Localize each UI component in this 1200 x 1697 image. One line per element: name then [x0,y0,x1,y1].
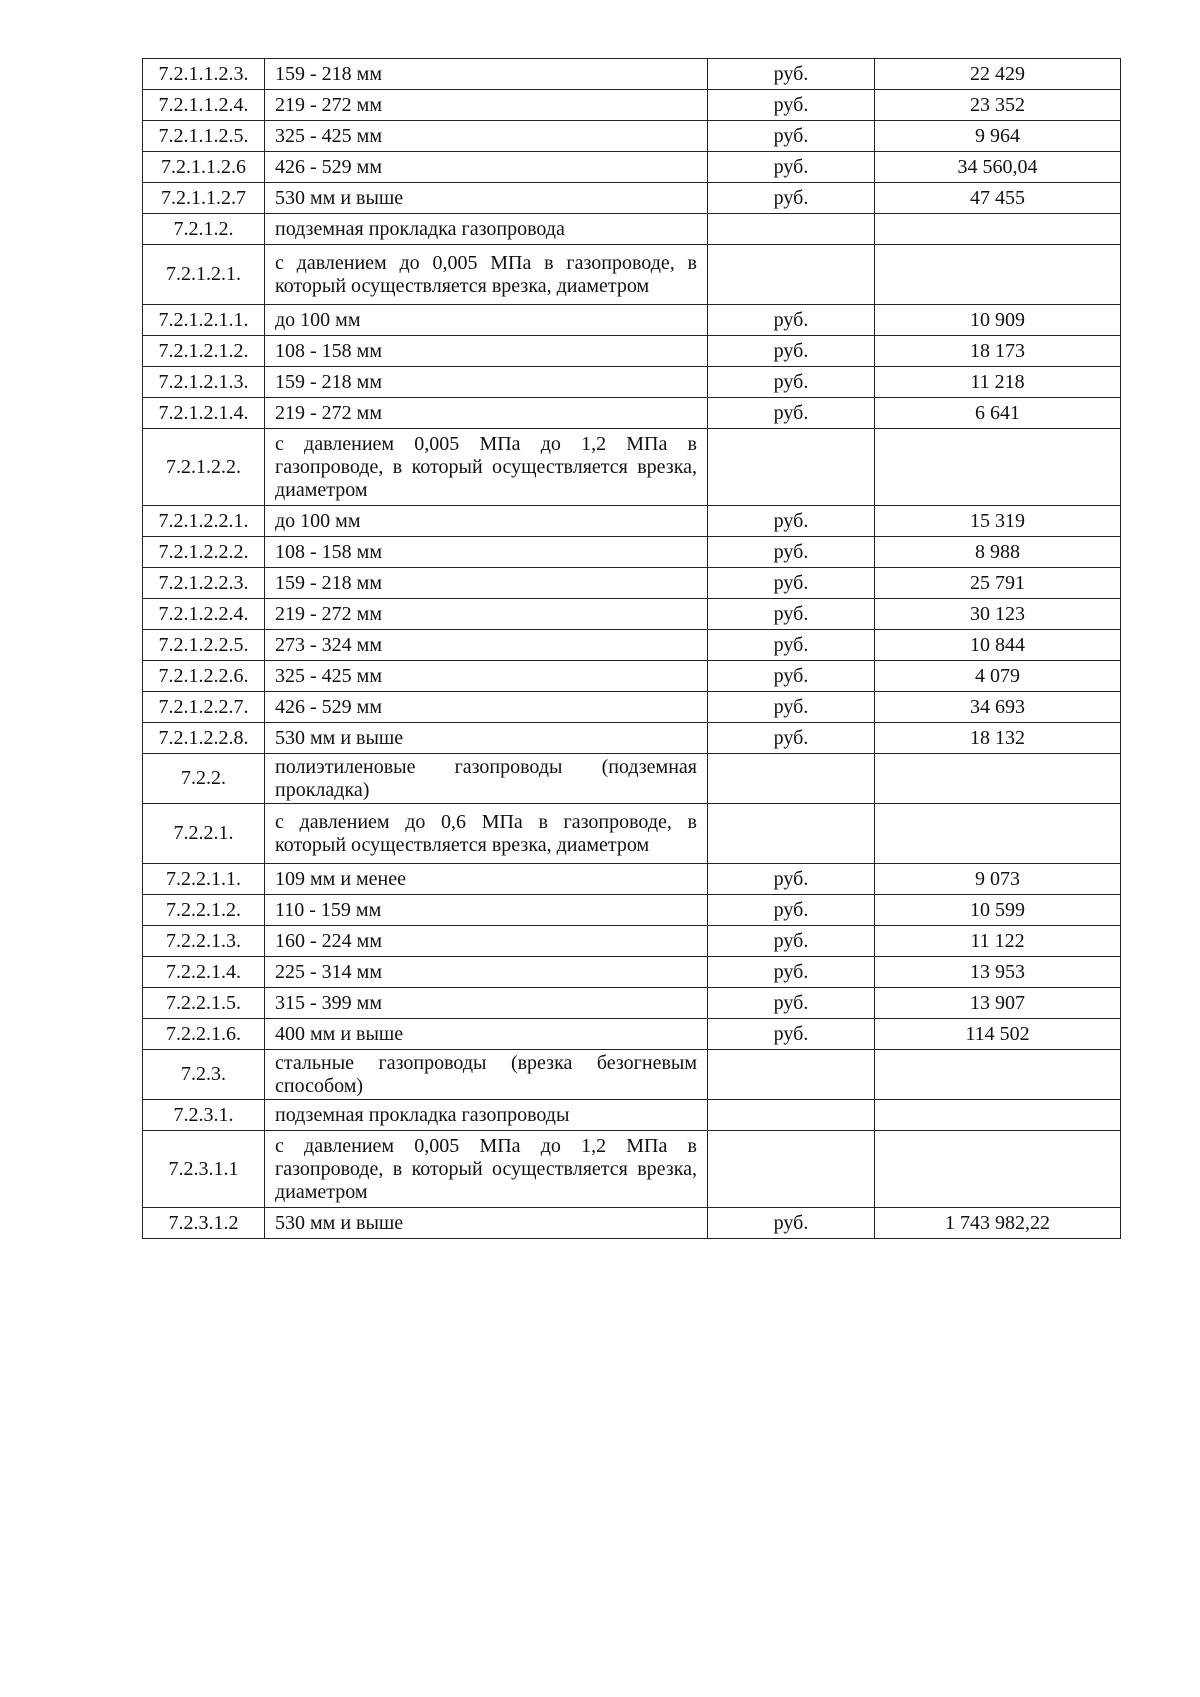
price-value-cell: 10 599 [875,895,1121,926]
price-value-cell: 22 429 [875,59,1121,90]
price-value-cell: 9 073 [875,864,1121,895]
unit-cell: руб. [708,723,875,754]
price-value-cell: 18 132 [875,723,1121,754]
unit-cell: руб. [708,183,875,214]
unit-cell: руб. [708,864,875,895]
item-description-cell: подземная прокладка газопроводы [265,1100,708,1131]
price-value-cell: 4 079 [875,661,1121,692]
item-code-cell: 7.2.1.1.2.3. [143,59,265,90]
unit-cell: руб. [708,121,875,152]
item-code-cell: 7.2.1.1.2.6 [143,152,265,183]
item-code-cell: 7.2.1.2.2.3. [143,568,265,599]
unit-cell: руб. [708,661,875,692]
unit-cell: руб. [708,398,875,429]
table-row [143,398,1121,429]
item-description-cell: 426 - 529 мм [265,692,708,723]
item-description-cell: 219 - 272 мм [265,398,708,429]
item-code-cell: 7.2.1.2.1.3. [143,367,265,398]
unit-cell: руб. [708,537,875,568]
price-value-cell: 8 988 [875,537,1121,568]
item-description-cell: 108 - 158 мм [265,336,708,367]
price-value-cell: 18 173 [875,336,1121,367]
item-description-cell: 400 мм и выше [265,1019,708,1050]
unit-cell [708,804,875,864]
item-code-cell: 7.2.1.2.2.6. [143,661,265,692]
item-description-cell: 219 - 272 мм [265,90,708,121]
price-value-cell [875,1100,1121,1131]
table-row [143,864,1121,895]
price-value-cell [875,245,1121,305]
item-description-cell: до 100 мм [265,305,708,336]
unit-cell [708,214,875,245]
item-code-cell: 7.2.3.1. [143,1100,265,1131]
table-row [143,183,1121,214]
item-description-cell: 109 мм и менее [265,864,708,895]
table-row [143,723,1121,754]
item-code-cell: 7.2.2.1. [143,804,265,864]
unit-cell: руб. [708,90,875,121]
price-value-cell: 47 455 [875,183,1121,214]
item-code-cell: 7.2.1.1.2.7 [143,183,265,214]
item-description-cell: 530 мм и выше [265,183,708,214]
table-row [143,1019,1121,1050]
item-code-cell: 7.2.1.2.1.2. [143,336,265,367]
table-row [143,305,1121,336]
unit-cell: руб. [708,926,875,957]
item-description-cell: 110 - 159 мм [265,895,708,926]
table-row [143,214,1121,245]
unit-cell: руб. [708,305,875,336]
item-code-cell: 7.2.3. [143,1050,265,1100]
item-code-cell: 7.2.1.2.2.5. [143,630,265,661]
unit-cell [708,1100,875,1131]
item-description-cell: 108 - 158 мм [265,537,708,568]
tariff-table-body [143,59,1121,1239]
table-row [143,59,1121,90]
item-code-cell: 7.2.2.1.6. [143,1019,265,1050]
item-description-cell: 530 мм и выше [265,1208,708,1239]
price-value-cell: 34 693 [875,692,1121,723]
item-description-cell: 219 - 272 мм [265,599,708,630]
item-code-cell: 7.2.2.1.2. [143,895,265,926]
table-row [143,661,1121,692]
item-description-cell: 160 - 224 мм [265,926,708,957]
unit-cell: руб. [708,336,875,367]
unit-cell: руб. [708,630,875,661]
item-description-cell: 225 - 314 мм [265,957,708,988]
item-description-cell: 325 - 425 мм [265,121,708,152]
table-row [143,692,1121,723]
item-code-cell: 7.2.1.2.2.8. [143,723,265,754]
table-row [143,121,1121,152]
table-row [143,1100,1121,1131]
unit-cell: руб. [708,895,875,926]
table-row [143,568,1121,599]
item-code-cell: 7.2.3.1.1 [143,1131,265,1208]
item-description-cell: с давлением 0,005 МПа до 1,2 МПа в газопроводе, в который осуществляется врезка, диаметром [265,1131,708,1208]
table-row [143,754,1121,804]
table-row [143,90,1121,121]
price-value-cell [875,1131,1121,1208]
item-code-cell: 7.2.2.1.5. [143,988,265,1019]
price-value-cell: 13 953 [875,957,1121,988]
table-row [143,599,1121,630]
price-value-cell: 10 844 [875,630,1121,661]
item-description-cell: полиэтиленовые газопроводы (подземная прокладка) [265,754,708,804]
table-row [143,988,1121,1019]
price-value-cell [875,429,1121,506]
item-description-cell: 426 - 529 мм [265,152,708,183]
unit-cell [708,754,875,804]
price-value-cell: 9 964 [875,121,1121,152]
unit-cell: руб. [708,1019,875,1050]
item-code-cell: 7.2.2.1.3. [143,926,265,957]
price-value-cell: 114 502 [875,1019,1121,1050]
unit-cell: руб. [708,59,875,90]
item-description-cell: 530 мм и выше [265,723,708,754]
item-code-cell: 7.2.2.1.4. [143,957,265,988]
item-description-cell: с давлением 0,005 МПа до 1,2 МПа в газопроводе, в который осуществляется врезка, диаметром [265,429,708,506]
table-row [143,429,1121,506]
unit-cell: руб. [708,988,875,1019]
item-code-cell: 7.2.1.1.2.4. [143,90,265,121]
unit-cell: руб. [708,152,875,183]
item-code-cell: 7.2.1.2.1. [143,245,265,305]
table-row [143,245,1121,305]
unit-cell: руб. [708,692,875,723]
unit-cell [708,429,875,506]
price-value-cell: 25 791 [875,568,1121,599]
item-description-cell: с давлением до 0,005 МПа в газопроводе, в который осуществляется врезка, диаметром [265,245,708,305]
price-value-cell [875,804,1121,864]
item-description-cell: стальные газопроводы (врезка безогневым способом) [265,1050,708,1100]
unit-cell: руб. [708,599,875,630]
item-description-cell: 315 - 399 мм [265,988,708,1019]
table-row [143,926,1121,957]
unit-cell: руб. [708,568,875,599]
table-row [143,1208,1121,1239]
item-description-cell: 159 - 218 мм [265,59,708,90]
item-description-cell: 159 - 218 мм [265,367,708,398]
item-code-cell: 7.2.1.2.1.1. [143,305,265,336]
item-description-cell: с давлением до 0,6 МПа в газопроводе, в который осуществляется врезка, диаметром [265,804,708,864]
price-value-cell: 15 319 [875,506,1121,537]
price-value-cell [875,1050,1121,1100]
price-value-cell [875,214,1121,245]
unit-cell: руб. [708,506,875,537]
unit-cell: руб. [708,957,875,988]
price-value-cell: 6 641 [875,398,1121,429]
table-row [143,537,1121,568]
price-value-cell: 30 123 [875,599,1121,630]
unit-cell: руб. [708,367,875,398]
unit-cell [708,245,875,305]
price-value-cell: 11 122 [875,926,1121,957]
table-row [143,630,1121,661]
item-code-cell: 7.2.1.2.1.4. [143,398,265,429]
price-value-cell: 11 218 [875,367,1121,398]
item-description-cell: подземная прокладка газопровода [265,214,708,245]
table-row [143,506,1121,537]
table-row [143,336,1121,367]
table-row [143,367,1121,398]
price-value-cell: 13 907 [875,988,1121,1019]
table-row [143,804,1121,864]
item-description-cell: 273 - 324 мм [265,630,708,661]
item-code-cell: 7.2.1.2.2.4. [143,599,265,630]
table-row [143,1131,1121,1208]
table-row [143,1050,1121,1100]
price-value-cell: 10 909 [875,305,1121,336]
price-value-cell: 1 743 982,22 [875,1208,1121,1239]
price-value-cell: 34 560,04 [875,152,1121,183]
item-code-cell: 7.2.1.1.2.5. [143,121,265,152]
unit-cell [708,1050,875,1100]
item-description-cell: до 100 мм [265,506,708,537]
table-row [143,895,1121,926]
table-row [143,152,1121,183]
item-code-cell: 7.2.1.2.2. [143,429,265,506]
table-row [143,957,1121,988]
item-code-cell: 7.2.1.2. [143,214,265,245]
price-value-cell [875,754,1121,804]
unit-cell: руб. [708,1208,875,1239]
unit-cell [708,1131,875,1208]
item-code-cell: 7.2.2. [143,754,265,804]
item-code-cell: 7.2.1.2.2.1. [143,506,265,537]
item-code-cell: 7.2.3.1.2 [143,1208,265,1239]
item-code-cell: 7.2.2.1.1. [143,864,265,895]
item-description-cell: 325 - 425 мм [265,661,708,692]
item-code-cell: 7.2.1.2.2.7. [143,692,265,723]
item-description-cell: 159 - 218 мм [265,568,708,599]
item-code-cell: 7.2.1.2.2.2. [143,537,265,568]
tariff-table [142,58,1121,1239]
price-value-cell: 23 352 [875,90,1121,121]
